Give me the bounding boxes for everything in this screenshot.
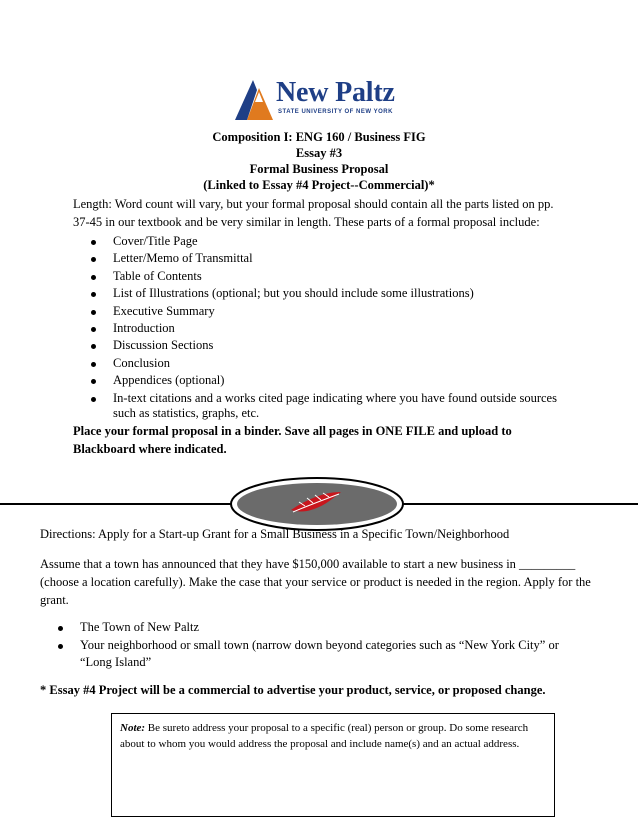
assume-line-3: grant. xyxy=(40,593,69,607)
upload-instruction-line-1: Place your formal proposal in a binder. Save all pages in ONE FILE and upload to xyxy=(73,424,512,438)
list-item: Table of Contents xyxy=(91,268,557,285)
list-item: List of Illustrations (optional; but you should include some illustrations) xyxy=(91,285,557,302)
directions: Directions: Apply for a Start-up Grant for a Small Business in a Specific Town/Neighborhood xyxy=(40,527,510,541)
list-item-continuation: such as statistics, graphs, etc. xyxy=(113,406,260,420)
list-item: In-text citations and a works cited page indicating where you have found outside sources xyxy=(91,390,557,407)
course-title: Composition I: ENG 160 / Business FIG xyxy=(212,130,426,144)
essay-number: Essay #3 xyxy=(295,146,343,160)
list-item: Appendices (optional) xyxy=(91,372,557,389)
location-options-list xyxy=(58,619,559,654)
assume-line-2: (choose a location carefully). Make the case that your service or product is needed in the region. Apply for the xyxy=(40,575,591,589)
note-text-line-2: about to whom you would address the proposal and include name(s) and an actual address. xyxy=(120,738,520,750)
list-item: Cover/Title Page xyxy=(91,233,557,250)
list-item-continuation: “Long Island” xyxy=(80,655,152,669)
logo-name: New Paltz xyxy=(276,77,395,108)
quill-emblem-icon xyxy=(229,476,405,532)
length-line-1: Length: Word count will vary, but your formal proposal should contain all the parts listed on pp. xyxy=(73,197,554,211)
list-item: Discussion Sections xyxy=(91,337,557,354)
length-line-2: 37-45 in our textbook and be very similar in length. These parts of a formal proposal include: xyxy=(73,215,540,229)
list-item: Introduction xyxy=(91,320,557,337)
new-paltz-logo xyxy=(233,72,409,124)
assignment-title: Formal Business Proposal xyxy=(249,162,389,176)
list-item: Your neighborhood or small town (narrow down beyond categories such as “New York City” or xyxy=(58,637,559,655)
note-text-line-1: Be sureto address your proposal to a specific (real) person or group. Do some research xyxy=(145,722,529,734)
list-item: Conclusion xyxy=(91,355,557,372)
proposal-parts-list xyxy=(91,233,557,407)
essay4-note: * Essay #4 Project will be a commercial to advertise your product, service, or proposed change. xyxy=(40,683,546,697)
logo-mountain-icon xyxy=(233,72,277,124)
assignment-subtitle: (Linked to Essay #4 Project--Commercial)* xyxy=(203,178,435,192)
list-item: The Town of New Paltz xyxy=(58,619,559,637)
list-item: Executive Summary xyxy=(91,303,557,320)
upload-instruction-line-2: Blackboard where indicated. xyxy=(73,442,227,456)
logo-subtitle: STATE UNIVERSITY OF NEW YORK xyxy=(278,109,393,115)
list-item: Letter/Memo of Transmittal xyxy=(91,250,557,267)
note-box xyxy=(111,713,555,817)
note-label: Note: xyxy=(120,722,146,734)
assume-line-1: Assume that a town has announced that they have $150,000 available to start a new business in _________ xyxy=(40,557,576,571)
